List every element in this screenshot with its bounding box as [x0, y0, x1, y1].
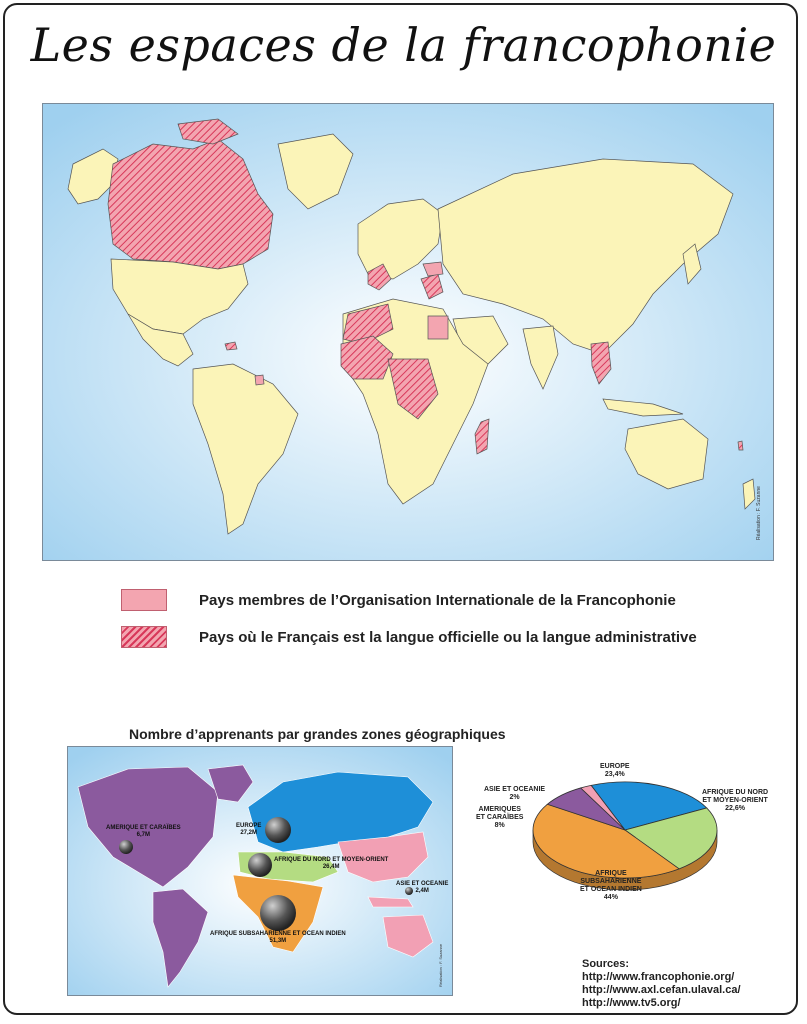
sources-heading: Sources: — [582, 958, 630, 970]
learners-title: Nombre d’apprenants par grandes zones géographiques — [129, 726, 506, 742]
pie-label-europe: EUROPE 23,4% — [600, 763, 630, 778]
bubble-europe — [265, 817, 291, 843]
page-title: Les espaces de la francophonie — [30, 18, 777, 72]
pie-label-afrique-nord: AFRIQUE DU NORD ET MOYEN-ORIENT 22,6% — [702, 789, 769, 812]
legend-swatch-member — [121, 589, 167, 611]
world-map-svg — [43, 104, 774, 561]
bubble-americas — [119, 840, 133, 854]
land-egypt — [428, 316, 448, 339]
bubble-north-africa — [248, 853, 272, 877]
zone-label-sub-saharan: AFRIQUE SUBSAHARIENNE ET OCEAN INDIEN 51,3M — [210, 931, 346, 944]
learners-map-svg — [68, 747, 453, 996]
source-link[interactable]: http://www.francophonie.org/ — [582, 971, 735, 983]
land-vanuatu — [738, 441, 743, 450]
world-map — [42, 103, 774, 561]
pie-label-asie: ASIE ET OCEANIE 2% — [484, 786, 546, 801]
pie-slices — [533, 782, 717, 878]
pie-label-ameriques: AMERIQUES ET CARAÏBES 8% — [476, 806, 524, 829]
source-link[interactable]: http://www.axl.cefan.ulaval.ca/ — [582, 984, 741, 996]
sources — [582, 958, 741, 1010]
zone-label-europe: EUROPE 27,2M — [236, 823, 262, 836]
map-credit: Réalisation : F. Suzanne — [756, 486, 762, 540]
source-link[interactable]: http://www.tv5.org/ — [582, 997, 681, 1009]
zone-label-asia: ASIE ET OCEANIE 2,4M — [396, 881, 449, 894]
learners-map-credit: Réalisation : F. Suzanne — [438, 943, 443, 987]
legend-label-member: Pays membres de l’Organisation Internationale de la Francophonie — [199, 591, 676, 609]
legend-label-official: Pays où le Français est la langue officielle ou la langue administrative — [199, 628, 697, 646]
pie-label-afrique-sub: AFRIQUE SUBSAHARIENNE ET OCEAN INDIEN 44% — [580, 870, 642, 901]
zone-label-americas: AMERIQUE ET CARAÏBES 6,7M — [106, 825, 181, 838]
zone-label-north-africa: AFRIQUE DU NORD ET MOYEN-ORIENT 26,4M — [274, 857, 389, 870]
learners-map — [67, 746, 453, 996]
legend-item-member — [121, 589, 676, 611]
legend-swatch-official — [121, 626, 167, 648]
legend-item-official — [121, 626, 697, 648]
bubble-sub-saharan — [260, 895, 296, 931]
land-french-guiana — [255, 375, 264, 385]
